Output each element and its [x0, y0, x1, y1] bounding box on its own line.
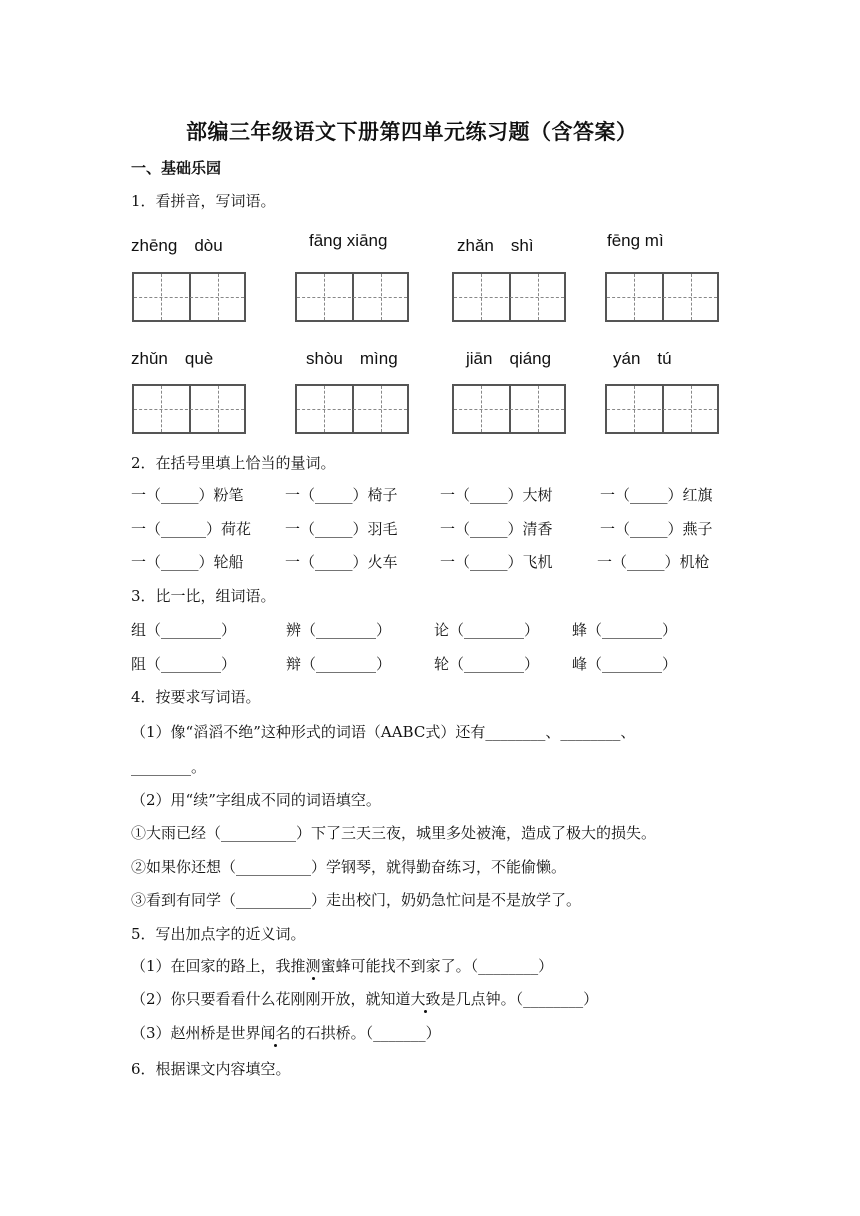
- measure-word-item: 一（_____）清香: [440, 520, 553, 538]
- compare-word-item: 阻（________）: [131, 655, 237, 673]
- writing-grid[interactable]: [452, 272, 566, 322]
- writing-grid[interactable]: [605, 384, 719, 434]
- fill-sentence: ①大雨已经（__________）下了三天三夜，城里多处被淹，造成了极大的损失。: [131, 824, 657, 842]
- question-6-label: 6．根据课文内容填空。: [131, 1060, 291, 1078]
- question-4-part-1: （1）像“滔滔不绝”这种形式的词语（AABC式）还有________、________、: [131, 723, 636, 741]
- question-5-label: 5．写出加点字的近义词。: [131, 925, 306, 943]
- fill-sentence: ②如果你还想（__________）学钢琴，就得勤奋练习，不能偷懒。: [131, 858, 567, 876]
- writing-grid[interactable]: [132, 384, 246, 434]
- pinyin-label: zhǎn shì: [457, 236, 534, 255]
- measure-word-item: 一（_____）燕子: [600, 520, 713, 538]
- measure-word-item: 一（_____）羽毛: [285, 520, 398, 538]
- measure-word-item: 一（_____）火车: [285, 553, 398, 571]
- compare-word-item: 峰（________）: [572, 655, 678, 673]
- question-4-part-1-cont: ________。: [131, 758, 207, 776]
- measure-word-item: 一（_____）椅子: [285, 486, 398, 504]
- synonym-text: 的石拱桥。（_______）: [290, 1024, 441, 1042]
- synonym-text: （2）你只要看看什么花刚刚开放，就知道: [131, 990, 411, 1008]
- writing-grid[interactable]: [452, 384, 566, 434]
- section-heading: 一、基础乐园: [131, 159, 222, 177]
- synonym-text: 是几点钟。（________）: [440, 990, 599, 1008]
- question-4-label: 4．按要求写词语。: [131, 688, 261, 706]
- measure-word-item: 一（_____）机枪: [597, 553, 710, 571]
- pinyin-label: yán tú: [613, 349, 672, 368]
- question-4-part-2: （2）用“续”字组成不同的词语填空。: [131, 791, 381, 809]
- dotted-character: 大致: [410, 990, 441, 1008]
- writing-grid[interactable]: [295, 272, 409, 322]
- dotted-character: 测: [305, 957, 321, 975]
- dotted-character: 闻名: [260, 1024, 291, 1042]
- pinyin-label: shòu mìng: [306, 349, 398, 368]
- measure-word-item: 一（______）荷花: [131, 520, 252, 538]
- pinyin-label: fāng xiāng: [309, 231, 388, 250]
- measure-word-item: 一（_____）轮船: [131, 553, 244, 571]
- synonym-item: [131, 1022, 441, 1043]
- synonym-text: （3）赵州桥是世界: [131, 1024, 261, 1042]
- synonym-item: [131, 955, 553, 976]
- compare-word-item: 辨（________）: [286, 621, 392, 639]
- pinyin-label: fēng mì: [607, 231, 664, 250]
- question-2-label: 2．在括号里填上恰当的量词。: [131, 454, 336, 472]
- question-1-label: 1．看拼音，写词语。: [131, 192, 276, 210]
- measure-word-item: 一（_____）粉笔: [131, 486, 244, 504]
- compare-word-item: 组（________）: [131, 621, 237, 639]
- compare-word-item: 轮（________）: [434, 655, 540, 673]
- page-title: 部编三年级语文下册第四单元练习题（含答案）: [186, 120, 638, 144]
- question-3-label: 3．比一比，组词语。: [131, 587, 276, 605]
- writing-grid[interactable]: [605, 272, 719, 322]
- pinyin-label: jiān qiáng: [466, 349, 552, 368]
- compare-word-item: 蜂（________）: [572, 621, 678, 639]
- writing-grid[interactable]: [295, 384, 409, 434]
- pinyin-label: zhēng dòu: [131, 236, 223, 255]
- fill-sentence: ③看到有同学（__________）走出校门，奶奶急忙问是不是放学了。: [131, 891, 582, 909]
- synonym-text: （1）在回家的路上，我推: [131, 957, 306, 975]
- measure-word-item: 一（_____）红旗: [600, 486, 713, 504]
- synonym-item: [131, 988, 598, 1009]
- pinyin-label: zhǔn què: [131, 349, 214, 368]
- compare-word-item: 论（________）: [434, 621, 540, 639]
- measure-word-item: 一（_____）大树: [440, 486, 553, 504]
- measure-word-item: 一（_____）飞机: [440, 553, 553, 571]
- compare-word-item: 辩（________）: [286, 655, 392, 673]
- synonym-text: 蜜蜂可能找不到家了。（________）: [320, 957, 554, 975]
- writing-grid[interactable]: [132, 272, 246, 322]
